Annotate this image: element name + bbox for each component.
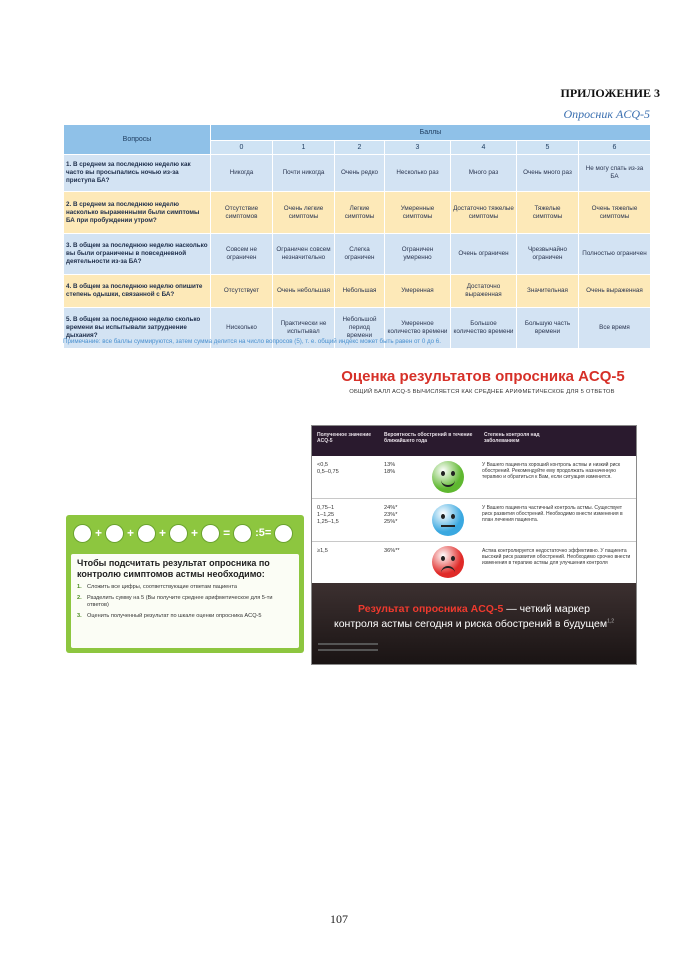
calculation-instructions	[66, 515, 304, 653]
circle-icon	[138, 525, 155, 542]
answer-cell: Большую часть времени	[517, 308, 579, 349]
header-risk: Вероятность обострений в течение ближайшего года	[384, 432, 473, 444]
circle-icon	[170, 525, 187, 542]
table-row	[64, 275, 651, 308]
neutral-face-icon	[432, 504, 464, 536]
question-cell: 2. В среднем за последнюю неделю насколько выраженными были симптомы БА при пробуждении утром?	[64, 192, 211, 234]
circle-icon	[106, 525, 123, 542]
answer-cell: Легкие симптомы	[335, 192, 385, 234]
results-poster	[311, 425, 637, 665]
poster-subtitle: ОБЩИЙ БАЛЛ ACQ-5 ВЫЧИСЛЯЕТСЯ КАК СРЕДНЕЕ АРИФМЕТИЧЕСКОЕ ДЛЯ 5 ОТВЕТОВ	[349, 389, 615, 395]
list-item: 3. Оценить полученный результат по шкале оценки опросника ACQ-5	[77, 613, 262, 619]
header-questions: Вопросы	[64, 125, 211, 155]
answer-cell: Почти никогда	[273, 155, 335, 192]
answer-cell: Достаточно выраженная	[451, 275, 517, 308]
instructions-list	[77, 584, 295, 624]
answer-cell: Много раз	[451, 155, 517, 192]
question-cell: 4. В общем за последнюю неделю опишите степень одышки, связанной с БА?	[64, 275, 211, 308]
score-range: 0,75–1 1–1,25 1,25–1,5	[317, 505, 339, 525]
appendix-title: ПРИЛОЖЕНИЕ 3	[560, 86, 660, 100]
answer-cell: Ограничен умеренно	[385, 234, 451, 275]
answer-cell: Практически не испытывал	[273, 308, 335, 349]
answer-cell: Ограничен совсем незначительно	[273, 234, 335, 275]
formula-divide: :5=	[255, 527, 272, 539]
answer-cell: Отсутствие симптомов	[211, 192, 273, 234]
answer-cell: Очень небольшая	[273, 275, 335, 308]
formula: + + + + = :5=	[74, 524, 292, 542]
answer-cell: Очень тяжелые симптомы	[579, 192, 651, 234]
table-row	[64, 234, 651, 275]
conclusion-text: контроля астмы сегодня и риска обострений в будущем	[333, 618, 608, 630]
table-row	[64, 155, 651, 192]
score-header: 5	[517, 141, 579, 155]
conclusion-line-1	[312, 603, 636, 615]
answer-cell: Большое количество времени	[451, 308, 517, 349]
answer-cell: Очень много раз	[517, 155, 579, 192]
question-cell: 5. В общем за последнюю неделю сколько времени вы испытывали затруднение дыхания?	[64, 308, 211, 349]
risk-value: 13% 18%	[384, 462, 396, 475]
answer-cell: Отсутствует	[211, 275, 273, 308]
answer-cell: Никогда	[211, 155, 273, 192]
conclusion-line-2	[312, 618, 636, 630]
score-range: ≥1,5	[317, 548, 328, 554]
answer-cell: Значительная	[517, 275, 579, 308]
answer-cell: Совсем не ограничен	[211, 234, 273, 275]
answer-cell: Небольшая	[335, 275, 385, 308]
conclusion-highlight: Результат опросника ACQ-5	[358, 603, 504, 615]
answer-cell: Не могу спать из-за БА	[579, 155, 651, 192]
circle-icon	[275, 525, 292, 542]
answer-cell: Небольшой период времени	[335, 308, 385, 349]
answer-cell: Слегка ограничен	[335, 234, 385, 275]
circle-icon	[74, 525, 91, 542]
control-description: У Вашего пациента частичный контроль астмы. Существует риск развития обострений. Необходимо внести изменения в план лечения пациента.	[482, 505, 623, 524]
score-range: <0,5 0,5–0,75	[317, 462, 339, 475]
answer-cell: Чрезвычайно ограничен	[517, 234, 579, 275]
score-header: 4	[451, 141, 517, 155]
header-control: Степень контроля над заболеванием	[484, 432, 540, 444]
risk-value: 24%* 23%* 25%*	[384, 505, 398, 525]
risk-value: 36%**	[384, 548, 400, 554]
smiling-face-icon	[432, 461, 464, 493]
answer-cell: Умеренная	[385, 275, 451, 308]
score-header: 0	[211, 141, 273, 155]
answer-cell: Очень легкие симптомы	[273, 192, 335, 234]
table-row	[64, 192, 651, 234]
result-row-partial	[312, 499, 636, 542]
header-score: Полученное значение ACQ-5	[317, 432, 372, 444]
table-note: Примечание: все баллы суммируются, затем сумма делится на число вопросов (5), т. е. общий индекс может быть равен от 0 до 6.	[63, 338, 441, 345]
question-cell: 3. В общем за последнюю неделю насколько вы были ограничены в повседневной деятельности из-за БА?	[64, 234, 211, 275]
poster-conclusion	[312, 583, 636, 664]
poster-title: Оценка результатов опросника ACQ-5	[341, 368, 625, 385]
question-cell: 1. В среднем за последнюю неделю как часто вы просыпались ночью из-за приступа БА?	[64, 155, 211, 192]
answer-cell: Очень редко	[335, 155, 385, 192]
answer-cell: Все время	[579, 308, 651, 349]
instructions-title: Чтобы подсчитать результат опросника по контролю симптомов астмы необходимо:	[77, 558, 270, 579]
answer-cell: Умеренное количество времени	[385, 308, 451, 349]
header-points: Баллы	[211, 125, 651, 141]
answer-cell: Очень выраженная	[579, 275, 651, 308]
answer-cell: Достаточно тяжелые симптомы	[451, 192, 517, 234]
answer-cell: Нисколько	[211, 308, 273, 349]
circle-icon	[202, 525, 219, 542]
questionnaire-title: Опросник ACQ-5	[563, 107, 650, 121]
list-item: 1. Сложить все цифры, соответствующие ответам пациента	[77, 584, 237, 590]
reference-line	[318, 643, 378, 645]
circle-icon	[234, 525, 251, 542]
conclusion-rest: — четкий маркер	[503, 603, 590, 615]
answer-cell: Тяжелые симптомы	[517, 192, 579, 234]
sad-face-icon	[432, 546, 464, 578]
answer-cell: Полностью ограничен	[579, 234, 651, 275]
result-row-good	[312, 456, 636, 499]
list-item: 2. Разделить сумму на 5 (Вы получите среднее арифметическое для 5-ти ответов)	[77, 595, 273, 608]
reference-line	[318, 649, 378, 651]
acq5-table	[63, 124, 651, 349]
control-description: У Вашего пациента хороший контроль астмы и низкий риск обострений. Рекомендуйте ему продолжать назначенную терапию и обратиться к Вам, если ситуация изменится.	[482, 462, 621, 481]
score-header: 1	[273, 141, 335, 155]
poster-header	[312, 426, 636, 456]
score-header: 3	[385, 141, 451, 155]
answer-cell: Несколько раз	[385, 155, 451, 192]
result-row-poor	[312, 542, 636, 583]
answer-cell: Очень ограничен	[451, 234, 517, 275]
score-header: 2	[335, 141, 385, 155]
score-header: 6	[579, 141, 651, 155]
answer-cell: Умеренные симптомы	[385, 192, 451, 234]
page-number: 107	[330, 912, 348, 926]
reference-marker: 1,2	[607, 618, 615, 625]
instructions-panel	[71, 554, 299, 648]
control-description: Астма контролируется недостаточно эффективно. У пациента высокий риск развития обострений. Необходимо срочно внести изменения в терапию астмы для улучшения контроля	[482, 548, 631, 567]
